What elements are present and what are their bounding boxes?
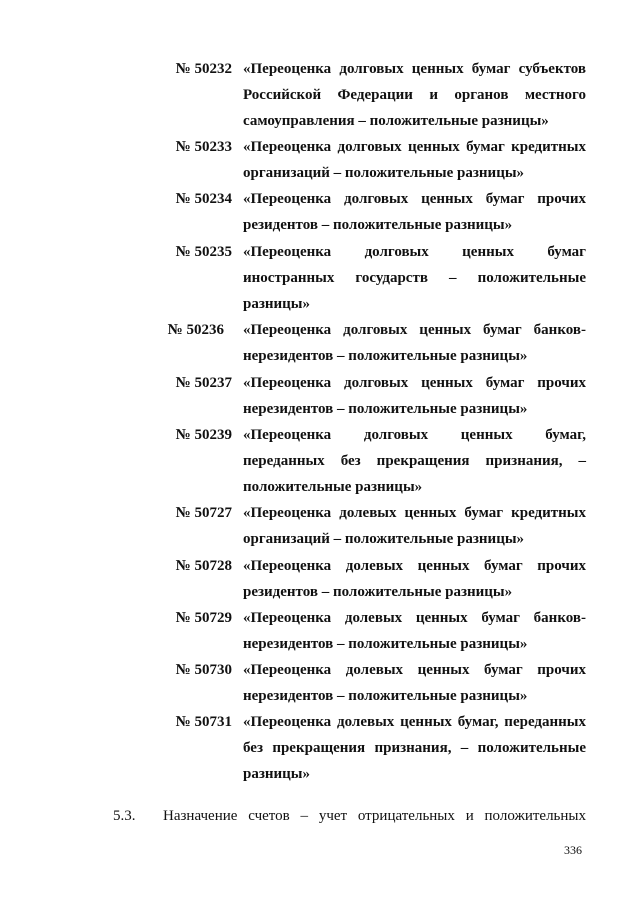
description-line: организаций – положительные разницы»	[243, 165, 525, 181]
account-description	[243, 186, 586, 238]
description-line: разницы»	[243, 766, 311, 782]
description-line: переданных без прекращения признания, –	[243, 453, 586, 469]
description-line: организаций – положительные разницы»	[243, 531, 525, 547]
account-description	[243, 239, 586, 317]
account-description	[243, 553, 586, 605]
description-line: без прекращения признания, – положительные	[243, 740, 586, 756]
account-description	[243, 605, 586, 657]
account-number: № 50728	[175, 558, 232, 574]
account-description	[243, 709, 586, 787]
section-number: 5.3.	[113, 808, 136, 824]
account-description	[243, 56, 586, 134]
description-line: «Переоценка долевых ценных бумаг банков-	[243, 610, 586, 626]
description-line: нерезидентов – положительные разницы»	[243, 348, 528, 364]
account-description	[243, 500, 586, 552]
description-line: «Переоценка долевых ценных бумаг прочих	[243, 558, 586, 574]
account-number: № 50236	[167, 322, 224, 338]
account-description	[243, 370, 586, 422]
account-number: № 50232	[175, 61, 232, 77]
account-description	[243, 422, 586, 500]
description-line: иностранных государств – положительные	[243, 270, 586, 286]
account-number: № 50731	[175, 714, 232, 730]
description-line: нерезидентов – положительные разницы»	[243, 401, 528, 417]
account-number: № 50239	[175, 427, 232, 443]
description-line: самоуправления – положительные разницы»	[243, 113, 549, 129]
description-line: резидентов – положительные разницы»	[243, 584, 513, 600]
description-line: «Переоценка долговых ценных бумаг,	[243, 427, 586, 443]
description-line: «Переоценка долевых ценных бумаг кредитных	[243, 505, 586, 521]
account-number: № 50729	[175, 610, 232, 626]
account-number: № 50233	[175, 139, 232, 155]
account-number: № 50730	[175, 662, 232, 678]
description-line: «Переоценка долевых ценных бумаг прочих	[243, 662, 586, 678]
description-line: «Переоценка долговых ценных бумаг кредитных	[243, 139, 586, 155]
page-number: 336	[564, 843, 582, 857]
description-line: разницы»	[243, 296, 311, 312]
account-number: № 50237	[175, 375, 232, 391]
description-line: нерезидентов – положительные разницы»	[243, 636, 528, 652]
description-line: «Переоценка долговых ценных бумаг прочих	[243, 375, 586, 391]
description-line: нерезидентов – положительные разницы»	[243, 688, 528, 704]
description-line: «Переоценка долговых ценных бумаг	[243, 244, 586, 260]
description-line: Российской Федерации и органов местного	[243, 87, 586, 103]
description-line: «Переоценка долевых ценных бумаг, переданных	[243, 714, 586, 730]
account-description	[243, 657, 586, 709]
description-line: «Переоценка долговых ценных бумаг субъектов	[243, 61, 586, 77]
description-line: положительные разницы»	[243, 479, 423, 495]
account-number: № 50235	[175, 244, 232, 260]
account-number: № 50234	[175, 191, 232, 207]
account-description	[243, 317, 586, 369]
description-line: «Переоценка долговых ценных бумаг прочих	[243, 191, 586, 207]
account-description	[243, 134, 586, 186]
account-number: № 50727	[175, 505, 232, 521]
description-line: «Переоценка долговых ценных бумаг банков-	[243, 322, 586, 338]
description-line: резидентов – положительные разницы»	[243, 217, 513, 233]
section-text: Назначение счетов – учет отрицательных и положительных	[163, 808, 586, 824]
